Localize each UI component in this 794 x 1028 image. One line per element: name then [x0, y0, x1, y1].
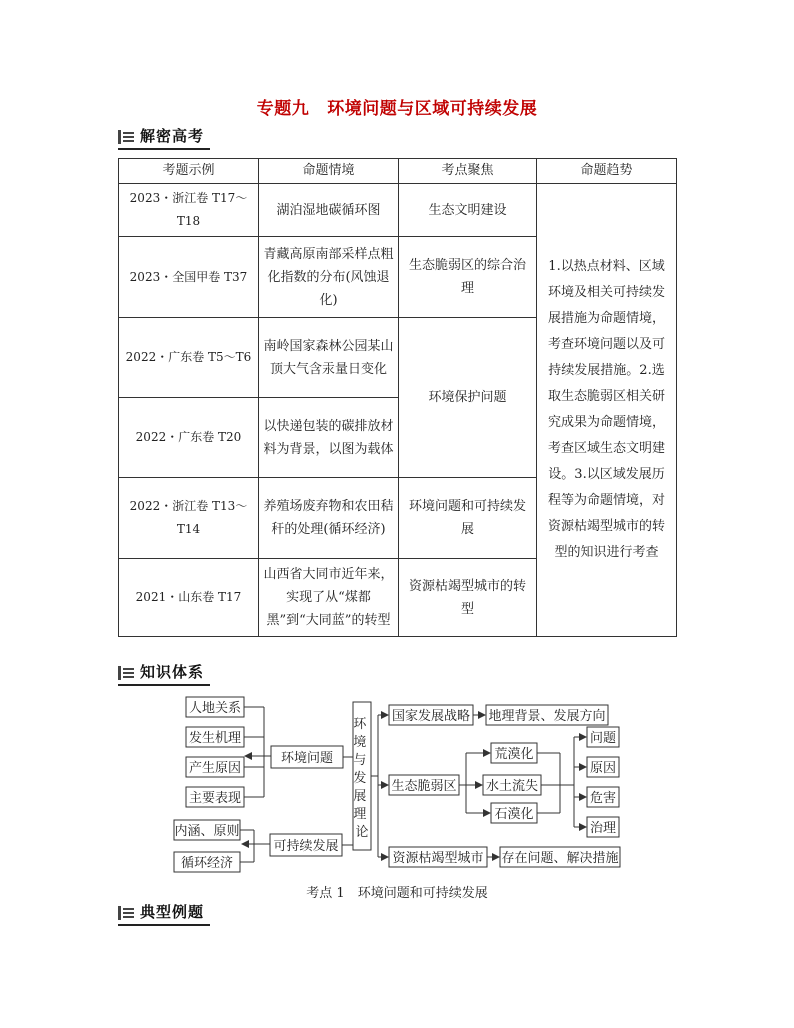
section-heading-dianxing: 典型例题 — [118, 904, 204, 922]
exam-source: 2023・浙江卷 T17～T18 — [119, 184, 259, 237]
exam-focus: 环境保护问题 — [399, 318, 537, 478]
section-bar-icon — [118, 666, 134, 680]
exam-source: 2021・山东卷 T17 — [119, 559, 259, 637]
mm-label: 水土流失 — [485, 779, 539, 794]
mm-label: 资源枯竭型城市 — [392, 851, 484, 866]
exam-focus: 环境问题和可持续发展 — [399, 478, 537, 559]
exam-trend: 1.以热点材料、区域环境及相关可持续发展措施为命题情境，考查环境问题以及可持续发展措施。2.选取生态脆弱区相关研究成果为命题情境，考查区域生态文明建设。3.以区域发展历程等为命题情境，对资源枯竭型城市的转型的知识进行考查 — [537, 184, 677, 637]
mm-label: 循环经济 — [180, 856, 234, 871]
exam-table — [118, 158, 677, 637]
mm-label: 主要表现 — [188, 791, 242, 806]
section-bar-icon — [118, 130, 134, 144]
exam-source: 2022・广东卷 T5～T6 — [119, 318, 259, 398]
mm-label: 环境问题 — [280, 751, 334, 766]
mm-label: 产生原因 — [188, 761, 242, 776]
mm-label: 石漠化 — [494, 807, 534, 822]
exam-focus: 生态文明建设 — [399, 184, 537, 237]
exam-situation: 南岭国家森林公园某山顶大气含汞量日变化 — [259, 318, 399, 398]
page-title: 专题九 环境问题与区域可持续发展 — [256, 99, 538, 119]
mm-label: 荒漠化 — [494, 747, 534, 762]
exam-source: 2022・浙江卷 T13～T14 — [119, 478, 259, 559]
table-row — [119, 184, 677, 237]
mm-label: 生态脆弱区 — [391, 779, 457, 794]
mm-label: 原因 — [589, 761, 617, 776]
mm-label: 内涵、原则 — [174, 824, 240, 839]
knowledge-mindmap — [0, 690, 794, 880]
exam-situation: 养殖场废弃物和农田秸秆的处理(循环经济) — [259, 478, 399, 559]
mm-label: 地理背景、发展方向 — [488, 709, 606, 724]
mm-label: 国家发展战略 — [391, 709, 471, 724]
exam-source: 2023・全国甲卷 T37 — [119, 237, 259, 318]
section-heading-zhishi: 知识体系 — [118, 664, 204, 682]
exam-source: 2022・广东卷 T20 — [119, 398, 259, 478]
table-header: 考题示例 — [119, 159, 259, 184]
table-header-row — [119, 159, 677, 184]
mm-label: 危害 — [589, 791, 617, 806]
left-group-1 — [186, 697, 353, 807]
exam-focus: 资源枯竭型城市的转型 — [399, 559, 537, 637]
mm-label: 存在问题、解决措施 — [501, 851, 619, 866]
mm-label: 问题 — [589, 731, 617, 746]
exam-situation: 以快递包装的碳排放材料为背景，以图为载体 — [259, 398, 399, 478]
table-header: 考点聚焦 — [399, 159, 537, 184]
section-bar-icon — [118, 906, 134, 920]
table-header: 命题趋势 — [537, 159, 677, 184]
mm-center-label: 环 境 与 发 展 理 论 — [353, 717, 369, 840]
mm-label: 人地关系 — [188, 701, 242, 716]
left-group-2 — [174, 820, 353, 872]
caption: 考点 1 环境问题和可持续发展 — [306, 886, 488, 901]
exam-situation: 山西省大同市近年来，实现了从“煤都黑”到“大同蓝”的转型 — [259, 559, 399, 637]
mm-label: 可持续发展 — [273, 839, 339, 854]
mm-label: 治理 — [589, 821, 617, 836]
table-header: 命题情境 — [259, 159, 399, 184]
exam-situation: 湖泊湿地碳循环图 — [259, 184, 399, 237]
mm-label: 发生机理 — [188, 731, 242, 746]
section-heading-jiemi: 解密高考 — [118, 128, 204, 146]
exam-focus: 生态脆弱区的综合治理 — [399, 237, 537, 318]
exam-situation: 青藏高原南部采样点粗化指数的分布(风蚀退化) — [259, 237, 399, 318]
